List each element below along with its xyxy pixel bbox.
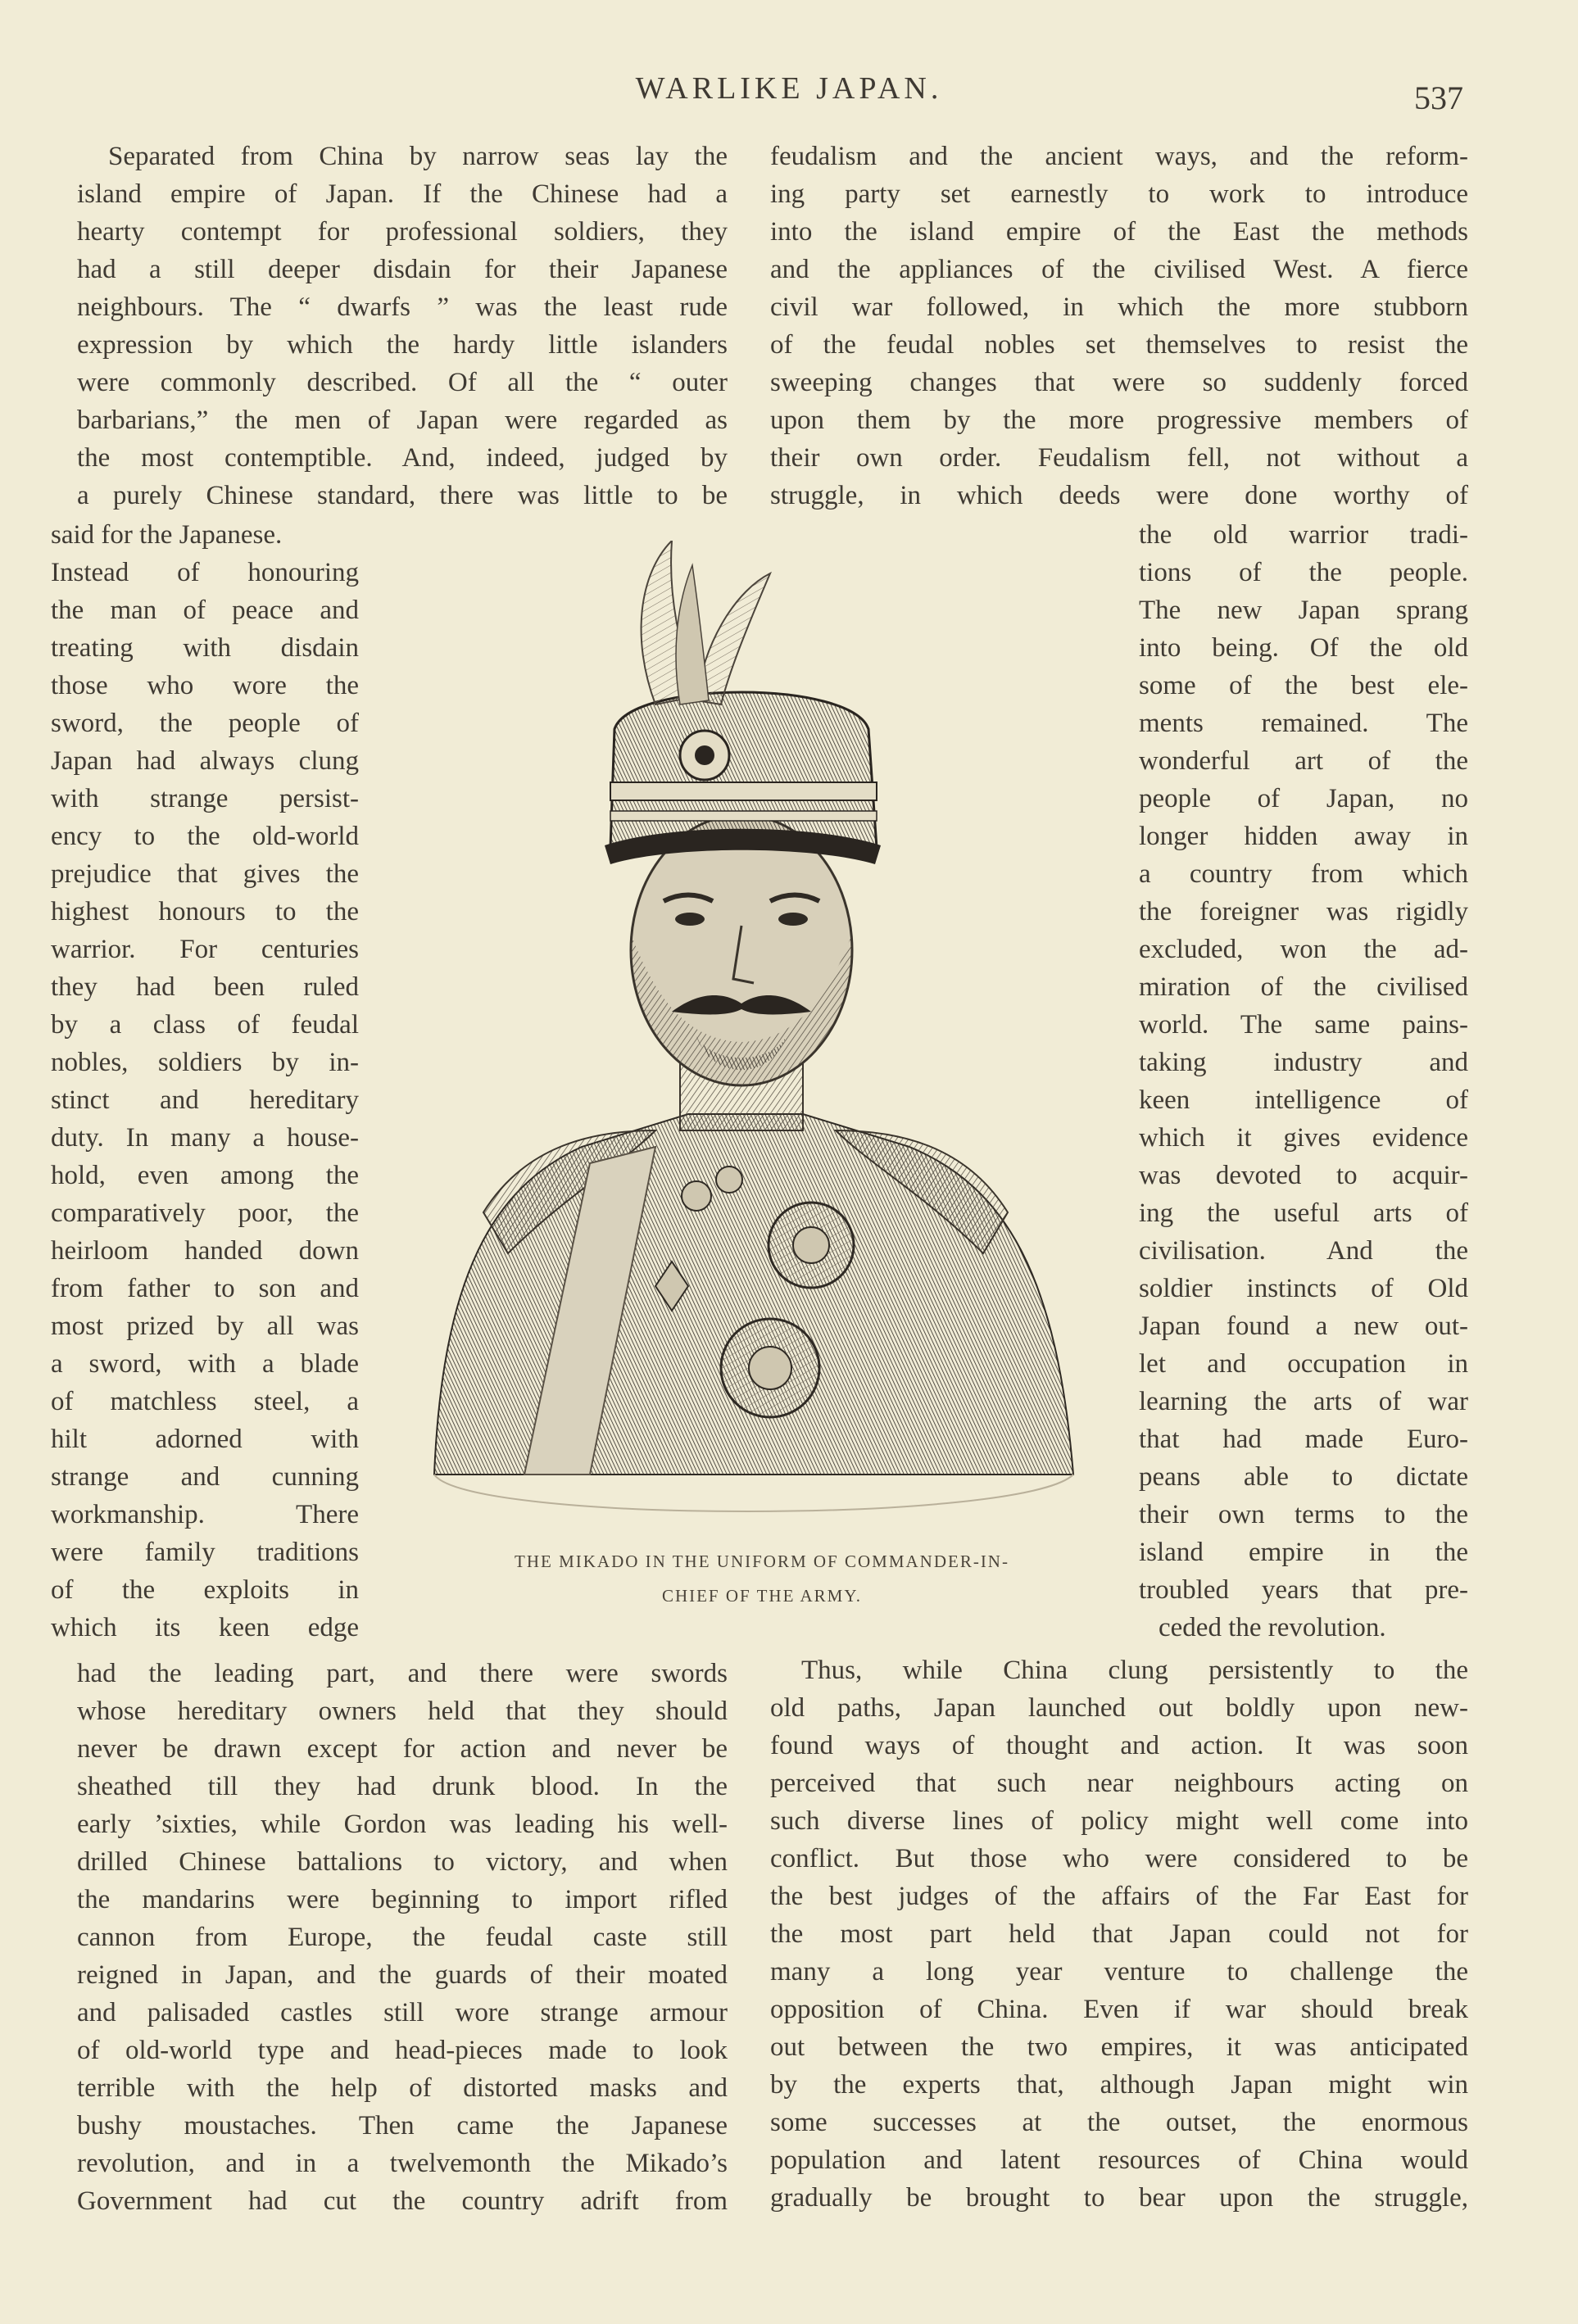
body-line: the best judges of the affairs of the Far East for xyxy=(770,1882,1468,1911)
body-line: stinct and hereditary xyxy=(51,1085,359,1115)
body-line: Instead of honouring xyxy=(51,558,359,587)
body-line: The new Japan sprang xyxy=(1139,596,1468,625)
body-line: highest honours to the xyxy=(51,897,359,926)
body-line: Japan found a new out- xyxy=(1139,1311,1468,1341)
body-line: ing party set earnestly to work to introduce xyxy=(770,179,1468,209)
body-line: by a class of feudal xyxy=(51,1010,359,1040)
body-line: perceived that such near neighbours acting on xyxy=(770,1769,1468,1798)
body-line: the old warrior tradi- xyxy=(1139,520,1468,550)
body-line: with strange persist- xyxy=(51,784,359,813)
body-line: troubled years that pre- xyxy=(1139,1575,1468,1605)
body-line: hearty contempt for professional soldiers, they xyxy=(77,217,728,247)
body-line: the most part held that Japan could not for xyxy=(770,1919,1468,1949)
body-line: a purely Chinese standard, there was little to be xyxy=(77,481,728,510)
body-line: of matchless steel, a xyxy=(51,1387,359,1416)
body-line: of the feudal nobles set themselves to resist the xyxy=(770,330,1468,360)
body-line: was devoted to acquir- xyxy=(1139,1161,1468,1190)
body-line: some successes at the outset, the enormous xyxy=(770,2108,1468,2137)
body-line: neighbours. The “ dwarfs ” was the least rude xyxy=(77,292,728,322)
body-line: which its keen edge xyxy=(51,1613,359,1642)
body-line: strange and cunning xyxy=(51,1462,359,1492)
body-line: had the leading part, and there were swords xyxy=(77,1659,728,1688)
mikado-portrait xyxy=(385,541,1106,1573)
body-line: were commonly described. Of all the “ outer xyxy=(77,368,728,397)
body-line: let and occupation in xyxy=(1139,1349,1468,1379)
body-line: excluded, won the ad- xyxy=(1139,935,1468,964)
body-line: duty. In many a house- xyxy=(51,1123,359,1153)
body-line: opposition of China. Even if war should break xyxy=(770,1995,1468,2024)
body-line: civilisation. And the xyxy=(1139,1236,1468,1266)
body-line: found ways of thought and action. It was soon xyxy=(770,1731,1468,1760)
body-line: hold, even among the xyxy=(51,1161,359,1190)
body-line: feudalism and the ancient ways, and the reform- xyxy=(770,142,1468,171)
running-head: WARLIKE JAPAN. xyxy=(635,71,943,106)
body-line: such diverse lines of policy might well come into xyxy=(770,1806,1468,1836)
body-line: prejudice that gives the xyxy=(51,859,359,889)
body-line: of the exploits in xyxy=(51,1575,359,1605)
body-line: many a long year venture to challenge the xyxy=(770,1957,1468,1986)
body-line: treating with disdain xyxy=(51,633,359,663)
body-line: ing the useful arts of xyxy=(1139,1198,1468,1228)
body-line: which it gives evidence xyxy=(1139,1123,1468,1153)
body-line: into being. Of the old xyxy=(1139,633,1468,663)
body-line: peans able to dictate xyxy=(1139,1462,1468,1492)
body-line: cannon from Europe, the feudal caste still xyxy=(77,1923,728,1952)
body-line: ceded the revolution. xyxy=(1159,1613,1386,1642)
body-line: sword, the people of xyxy=(51,709,359,738)
body-line: hilt adorned with xyxy=(51,1425,359,1454)
body-line: soldier instincts of Old xyxy=(1139,1274,1468,1303)
body-line: population and latent resources of China would xyxy=(770,2145,1468,2175)
body-line: a sword, with a blade xyxy=(51,1349,359,1379)
body-line: had a still deeper disdain for their Japanese xyxy=(77,255,728,284)
body-line: heirloom handed down xyxy=(51,1236,359,1266)
body-line: never be drawn except for action and never be xyxy=(77,1734,728,1764)
body-line: barbarians,” the men of Japan were regarded as xyxy=(77,405,728,435)
body-line: into the island empire of the East the methods xyxy=(770,217,1468,247)
body-line: terrible with the help of distorted masks and xyxy=(77,2073,728,2103)
body-line: by the experts that, although Japan might win xyxy=(770,2070,1468,2100)
body-line: upon them by the more progressive members of xyxy=(770,405,1468,435)
figure-caption: CHIEF OF THE ARMY. xyxy=(661,1586,863,1606)
body-line: workmanship. There xyxy=(51,1500,359,1529)
body-line: expression by which the hardy little islanders xyxy=(77,330,728,360)
body-line: tions of the people. xyxy=(1139,558,1468,587)
body-line: people of Japan, no xyxy=(1139,784,1468,813)
body-line: that had made Euro- xyxy=(1139,1425,1468,1454)
body-line: whose hereditary owners held that they should xyxy=(77,1697,728,1726)
body-line: out between the two empires, it was anticipated xyxy=(770,2032,1468,2062)
body-line: the mandarins were beginning to import rifled xyxy=(77,1885,728,1914)
body-line: and the appliances of the civilised West. A fierce xyxy=(770,255,1468,284)
body-line: island empire in the xyxy=(1139,1538,1468,1567)
body-line: the most contemptible. And, indeed, judged by xyxy=(77,443,728,473)
body-line: Government had cut the country adrift from xyxy=(77,2186,728,2216)
body-line: sweeping changes that were so suddenly forced xyxy=(770,368,1468,397)
body-line: keen intelligence of xyxy=(1139,1085,1468,1115)
body-line: world. The same pains- xyxy=(1139,1010,1468,1040)
body-line: their own terms to the xyxy=(1139,1500,1468,1529)
body-line: revolution, and in a twelvemonth the Mikado’s xyxy=(77,2149,728,2178)
body-line: learning the arts of war xyxy=(1139,1387,1468,1416)
body-line: drilled Chinese battalions to victory, and when xyxy=(77,1847,728,1877)
body-line: from father to son and xyxy=(51,1274,359,1303)
body-line: warrior. For centuries xyxy=(51,935,359,964)
body-line: Thus, while China clung persistently to the xyxy=(801,1656,1468,1685)
body-line: nobles, soldiers by in- xyxy=(51,1048,359,1077)
body-line: of old-world type and head-pieces made to look xyxy=(77,2036,728,2065)
body-line: conflict. But those who were considered to be xyxy=(770,1844,1468,1873)
body-line: Japan had always clung xyxy=(51,746,359,776)
body-line: struggle, in which deeds were done worthy of xyxy=(770,481,1468,510)
body-line: those who wore the xyxy=(51,671,359,700)
body-line: were family traditions xyxy=(51,1538,359,1567)
body-line: island empire of Japan. If the Chinese had a xyxy=(77,179,728,209)
figure-caption: THE MIKADO IN THE UNIFORM OF COMMANDER-IN- xyxy=(515,1552,1009,1571)
body-line: gradually be brought to bear upon the struggle, xyxy=(770,2183,1468,2213)
body-line: the man of peace and xyxy=(51,596,359,625)
body-line: reigned in Japan, and the guards of their moated xyxy=(77,1960,728,1990)
body-line: some of the best ele- xyxy=(1139,671,1468,700)
body-line: early ’sixties, while Gordon was leading his well- xyxy=(77,1810,728,1839)
body-line: Separated from China by narrow seas lay the xyxy=(108,142,728,171)
body-line: bushy moustaches. Then came the Japanese xyxy=(77,2111,728,2141)
body-line: taking industry and xyxy=(1139,1048,1468,1077)
body-line: old paths, Japan launched out boldly upon new- xyxy=(770,1693,1468,1723)
body-line: the foreigner was rigidly xyxy=(1139,897,1468,926)
body-line: sheathed till they had drunk blood. In the xyxy=(77,1772,728,1801)
body-line: and palisaded castles still wore strange armour xyxy=(77,1998,728,2027)
body-line: they had been ruled xyxy=(51,972,359,1002)
body-line: ency to the old-world xyxy=(51,822,359,851)
body-line: longer hidden away in xyxy=(1139,822,1468,851)
page-number: 537 xyxy=(1414,79,1463,116)
body-line: said for the Japanese. xyxy=(51,520,283,550)
body-line: most prized by all was xyxy=(51,1311,359,1341)
body-line: ments remained. The xyxy=(1139,709,1468,738)
body-line: miration of the civilised xyxy=(1139,972,1468,1002)
body-line: civil war followed, in which the more stubborn xyxy=(770,292,1468,322)
body-line: wonderful art of the xyxy=(1139,746,1468,776)
body-line: their own order. Feudalism fell, not without a xyxy=(770,443,1468,473)
body-line: comparatively poor, the xyxy=(51,1198,359,1228)
body-line: a country from which xyxy=(1139,859,1468,889)
